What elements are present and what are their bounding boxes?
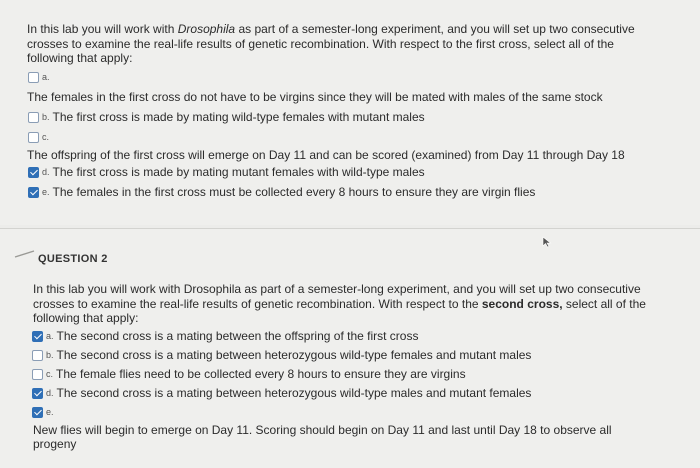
option-letter: a. (42, 72, 50, 82)
q2-option-d-text: The second cross is a mating between heterozygous wild-type males and mutant females (56, 386, 532, 400)
q1-option-e-text: The females in the first cross must be collected every 8 hours to ensure they are virgin flies (52, 185, 536, 199)
checkbox-icon[interactable] (28, 132, 39, 143)
checkbox-icon[interactable] (32, 350, 43, 361)
checkbox-icon[interactable] (28, 72, 39, 83)
q2-option-d[interactable] (32, 386, 531, 400)
question-2-title: QUESTION 2 (38, 253, 108, 265)
q2-option-a[interactable] (32, 329, 418, 343)
option-letter: c. (46, 369, 54, 379)
q2-option-e[interactable] (32, 405, 57, 419)
checkbox-checked-icon[interactable] (32, 331, 43, 342)
pencil-mark-icon (14, 250, 36, 258)
checkbox-icon[interactable] (28, 112, 39, 123)
checkbox-icon[interactable] (32, 369, 43, 380)
prompt-bold-term: second cross, (481, 296, 563, 311)
checkbox-checked-icon[interactable] (32, 407, 43, 418)
prompt-italic-term: Drosophila (177, 22, 236, 36)
prompt-text-end: as part of a semester-long experiment, and you will set up two consecutive crosses to examine the real-life results of genetic recombination. With respect to the first cross, select all of the following that apply: (27, 22, 635, 65)
q1-option-d[interactable] (28, 165, 425, 179)
checkbox-checked-icon[interactable] (28, 167, 39, 178)
q1-option-e[interactable] (28, 185, 535, 199)
question-2-prompt (33, 282, 663, 326)
prompt-text: In this lab you will work with (27, 22, 178, 36)
checkbox-checked-icon[interactable] (28, 187, 39, 198)
q2-option-a-text: The second cross is a mating between the offspring of the first cross (56, 329, 419, 343)
q1-option-d-text: The first cross is made by mating mutant females with wild-type males (52, 165, 425, 179)
q2-option-b[interactable] (32, 348, 531, 362)
option-letter: b. (46, 350, 54, 360)
option-letter: d. (42, 167, 50, 177)
checkbox-checked-icon[interactable] (32, 388, 43, 399)
q1-option-c[interactable] (28, 130, 52, 144)
option-letter: e. (46, 407, 54, 417)
question-1-prompt (27, 22, 657, 66)
option-letter: a. (46, 331, 54, 341)
q1-option-c-text: The offspring of the first cross will emerge on Day 11 and can be scored (examined) from Day 11 through Day 18 (27, 148, 625, 162)
q2-option-c-text: The female flies need to be collected every 8 hours to ensure they are virgins (56, 367, 466, 381)
q2-option-e-text: New flies will begin to emerge on Day 11. Scoring should begin on Day 11 and last until Day 18 to observe all progeny (33, 423, 612, 451)
prompt-text: In this lab you will work with Drosophila as part of a semester-long experiment, and you will set up two consecutive crosses to examine the real-life results of genetic recombination. With respect to the (33, 282, 641, 311)
q1-option-b-text: The first cross is made by mating wild-type females with mutant males (52, 110, 425, 124)
q1-option-a-text: The females in the first cross do not have to be virgins since they will be mated with males of the same stock (27, 90, 603, 104)
q1-option-a[interactable] (28, 70, 53, 84)
q1-option-b[interactable] (28, 110, 425, 124)
option-letter: b. (42, 112, 50, 122)
option-letter: c. (42, 132, 50, 142)
mouse-cursor-icon (542, 236, 552, 248)
option-letter: d. (46, 388, 54, 398)
q2-option-b-text: The second cross is a mating between heterozygous wild-type females and mutant males (56, 348, 532, 362)
q2-option-c[interactable] (32, 367, 466, 381)
prompt-text-end: select all of the following that apply: (33, 296, 646, 325)
option-letter: e. (42, 187, 50, 197)
